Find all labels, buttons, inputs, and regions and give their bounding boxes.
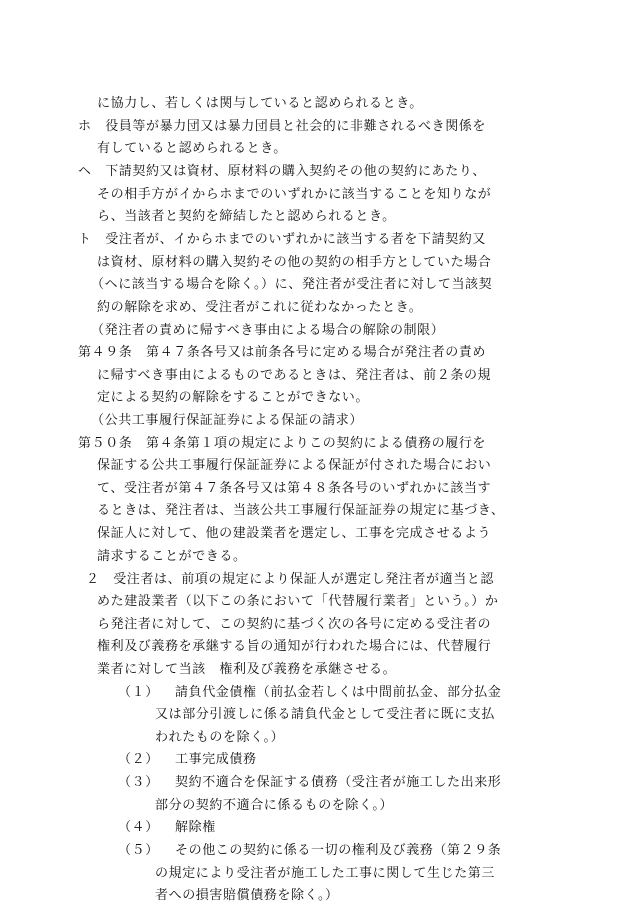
item-number: （３）	[118, 775, 159, 790]
text-line: に協力し、若しくは関与していると認められるとき。	[97, 96, 423, 111]
paragraph-2-line: ２ 受注者は、前項の規定により保証人が選定し発注者が適当と認	[86, 572, 495, 587]
text-line: 請求することができる。	[97, 549, 247, 564]
text-line: 保証人に対して、他の建設業者を選定し、工事を完成させるよう	[97, 526, 492, 541]
item-text: 請負代金債権（前払金若しくは中間前払金、部分払金	[175, 685, 502, 700]
text-line: 保証する公共工事履行保証証券による保証が付された場合におい	[97, 458, 492, 473]
clause-to-line: ト 受注者が、イからホまでのいずれかに該当する者を下請契約又	[78, 232, 487, 247]
section-heading: （発注者の責めに帰すべき事由による場合の解除の制限）	[91, 323, 445, 338]
section-heading: （公共工事履行保証証券による保証の請求）	[91, 413, 364, 428]
item-text: われたものを除く。）	[155, 730, 285, 745]
item-number: （４）	[118, 820, 159, 835]
text-line: るときは、発注者は、当該公共工事履行保証証券の規定に基づき、	[97, 503, 505, 518]
text-line: （ヘに該当する場合を除く。）に、発注者が受注者に対して当該契	[91, 277, 493, 292]
clause-he-line: ヘ 下請契約又は資材、原材料の購入契約その他の契約にあたり、	[78, 164, 487, 179]
item-text: 又は部分引渡しに係る請負代金として受注者に既に支払	[155, 707, 496, 722]
text-line: 約の解除を求め、受注者がこれに従わなかったとき。	[97, 300, 423, 315]
text-line: ら、当該者と契約を締結したと認められるとき。	[97, 209, 396, 224]
clause-ho-line: ホ 役員等が暴力団又は暴力団員と社会的に非難されるべき関係を	[78, 119, 487, 134]
text-line: めた建設業者（以下この条において「代替履行業者」という。）か	[97, 594, 499, 609]
text-line: その相手方がイからホまでのいずれかに該当することを知りなが	[97, 187, 492, 202]
text-line: に帰すべき事由によるものであるときは、発注者は、前２条の規	[97, 368, 492, 383]
text-line: 有していると認められるとき。	[97, 141, 287, 156]
item-text: 部分の契約不適合に係るものを除く。）	[155, 798, 394, 813]
item-text: の規定により受注者が施工した工事に関して生じた第三	[155, 866, 496, 881]
item-text: 解除権	[175, 820, 216, 835]
text-line: 定による契約の解除をすることができない。	[97, 390, 370, 405]
item-number: （５）	[118, 843, 159, 858]
text-line: は資材、原材料の購入契約その他の契約の相手方としていた場合	[97, 255, 492, 270]
article-49-line: 第４９条 第４７条各号又は前条各号に定める場合が発注者の責め	[78, 345, 487, 360]
item-number: （１）	[118, 685, 159, 700]
item-text: 契約不適合を保証する債務（受注者が施工した出来形	[175, 775, 502, 790]
item-text: 工事完成債務	[175, 752, 257, 767]
item-text: その他この契約に係る一切の権利及び義務（第２９条	[175, 843, 502, 858]
text-line: ら発注者に対して、この契約に基づく次の各号に定める受注者の	[97, 617, 492, 632]
text-line: 業者に対して当該 権利及び義務を承継させる。	[97, 662, 397, 677]
text-line: て、受注者が第４７条各号又は第４８条各号のいずれかに該当す	[97, 481, 492, 496]
article-50-line: 第５０条 第４条第１項の規定によりこの契約による債務の履行を	[78, 436, 487, 451]
text-line: 権利及び義務を承継する旨の通知が行われた場合には、代替履行	[97, 639, 492, 654]
item-number: （２）	[118, 752, 159, 767]
item-text: 者への損害賠償債務を除く。）	[155, 888, 339, 903]
